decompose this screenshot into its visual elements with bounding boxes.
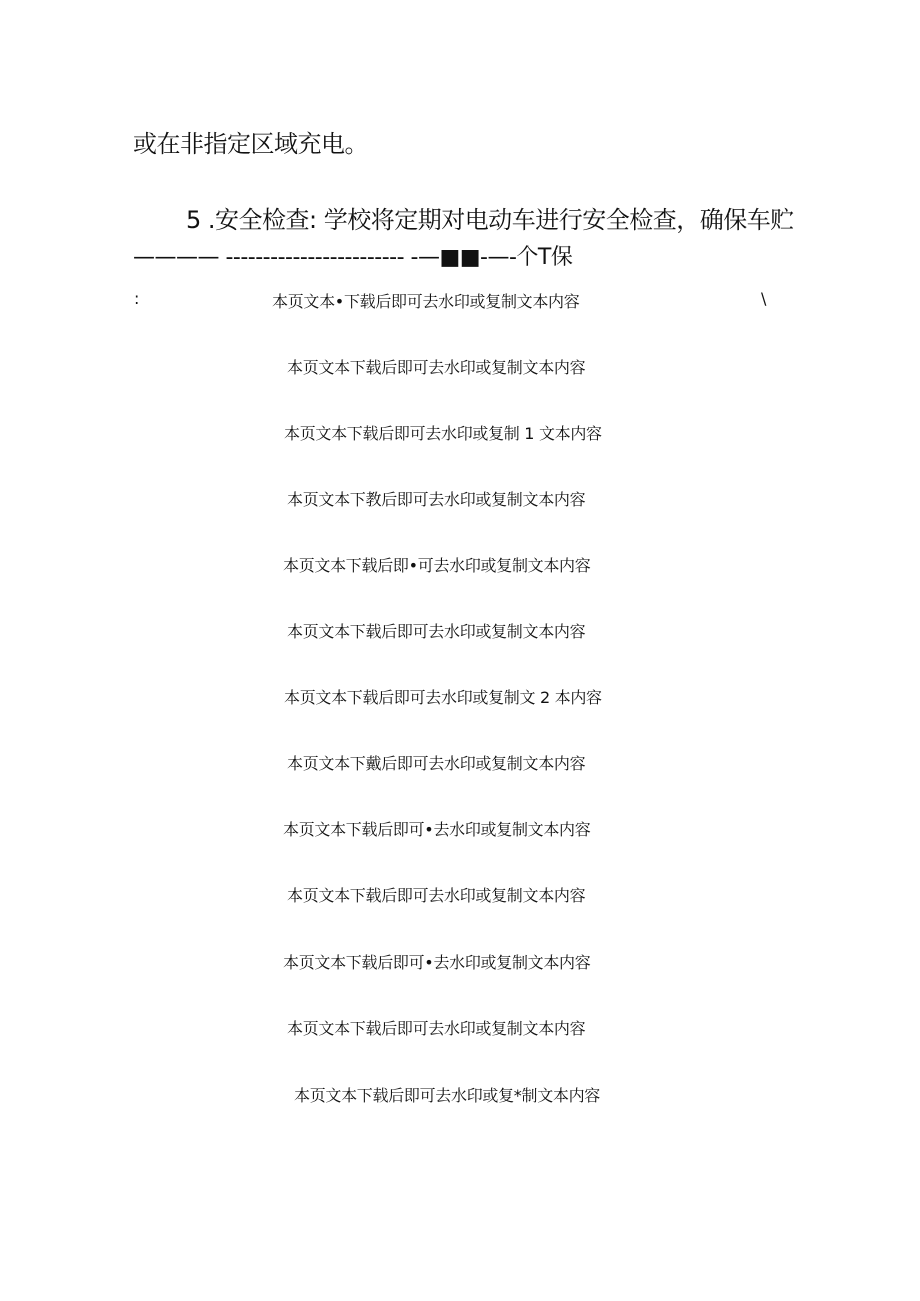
safety-check-item: 5 .安全检查: 学校将定期对电动车进行安全检查，确保车贮 xyxy=(186,206,794,234)
right-mark: \ xyxy=(761,289,767,308)
watermark-line: 本页文本下戴后即可去水印或复制文本内容 xyxy=(287,754,586,773)
watermark-line: 本页文本下载后即可去水印或复制 1 文本内容 xyxy=(284,424,602,443)
watermark-line: 本页文本下载后即可去水印或复制文本内容 xyxy=(287,886,586,905)
watermark-line: 本页文本下载后即可•去水印或复制文本内容 xyxy=(283,953,591,972)
watermark-line: 本页文本下教后即可去水印或复制文本内容 xyxy=(287,490,586,509)
watermark-line: 本页文本•下载后即可去水印或复制文本内容 xyxy=(272,292,580,311)
watermark-line: 本页文本下载后即•可去水印或复制文本内容 xyxy=(283,556,591,575)
watermark-line: 本页文本下载后即可去水印或复*制文本内容 xyxy=(294,1086,601,1105)
watermark-line: 本页文本下载后即可去水印或复制文本内容 xyxy=(287,1019,586,1038)
watermark-line: 本页文本下载后即可•去水印或复制文本内容 xyxy=(283,820,591,839)
watermark-line: 本页文本下载后即可去水印或复制文 2 本内容 xyxy=(284,688,602,707)
watermark-line: 本页文本下载后即可去水印或复制文本内容 xyxy=(287,622,586,641)
watermark-line: 本页文本下载后即可去水印或复制文本内容 xyxy=(287,358,586,377)
garbled-text-line: ———— ------------------------ -—■■-—-个T保 xyxy=(133,245,573,270)
left-mark: : xyxy=(134,289,140,308)
paragraph-end-text: 或在非指定区域充电。 xyxy=(133,130,368,158)
